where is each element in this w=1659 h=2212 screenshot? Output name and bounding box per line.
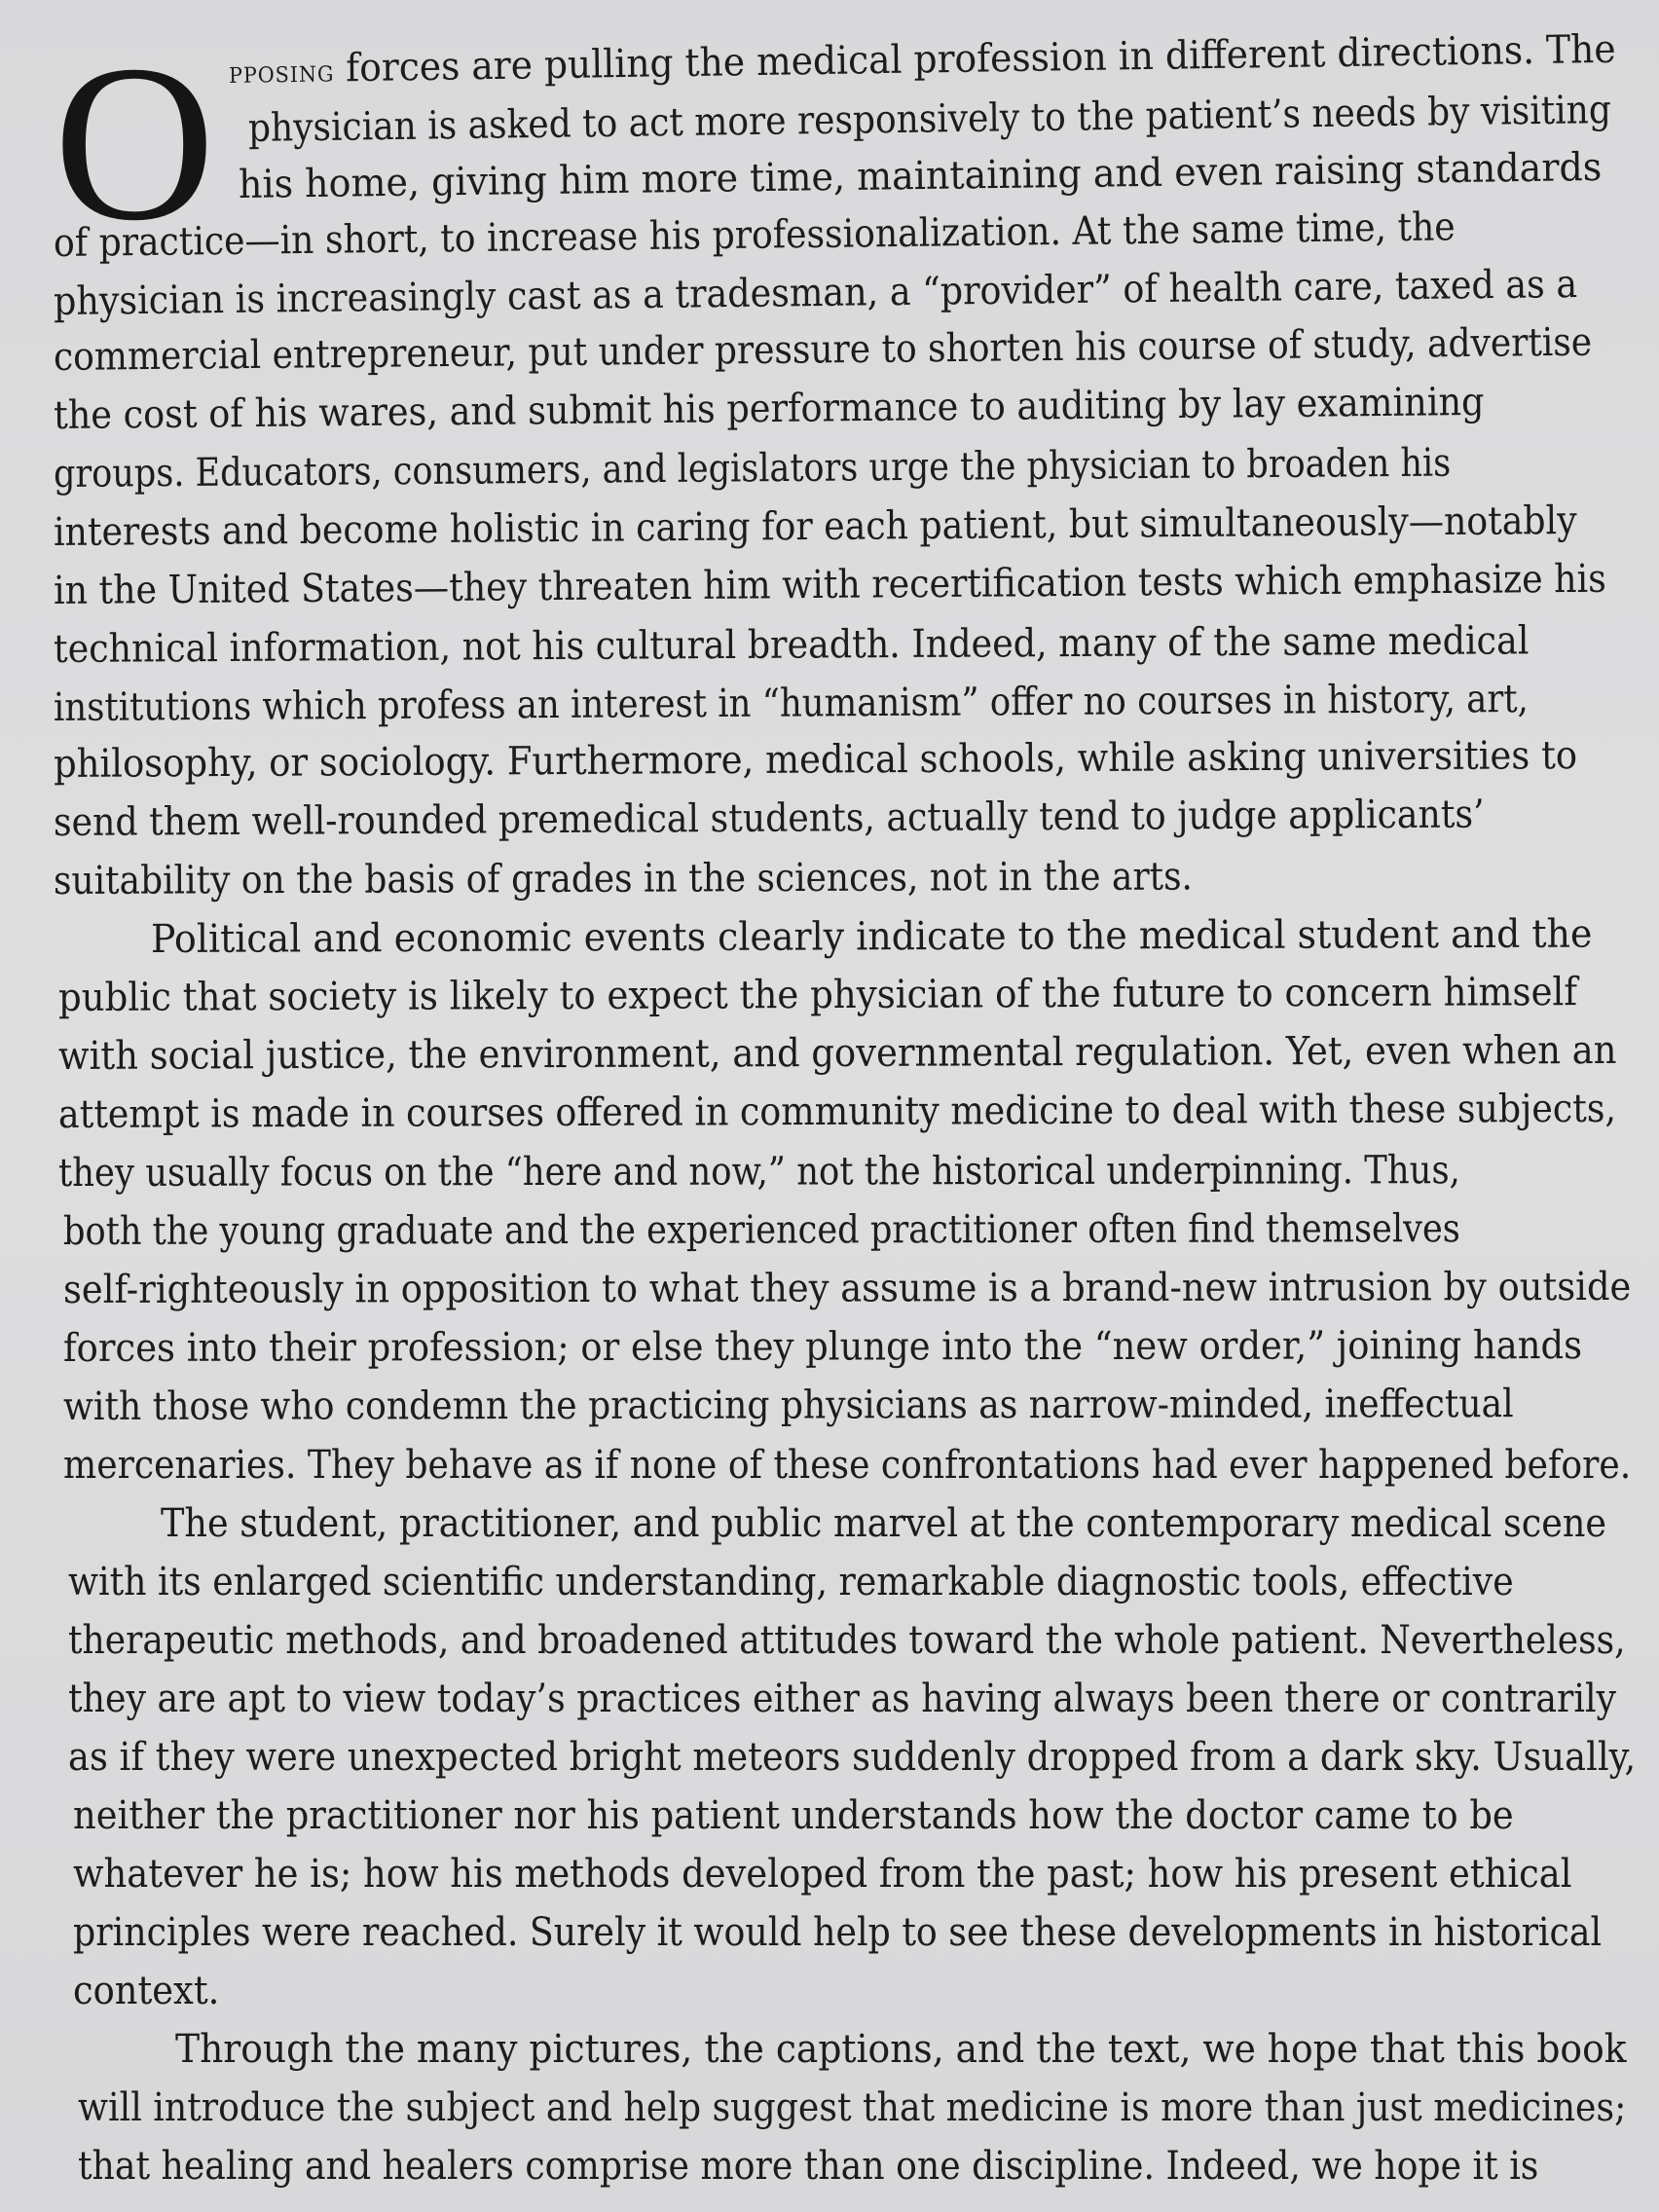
line-text: commercial entrepreneur, put under pressure to shorten his course of study, advertise bbox=[53, 319, 1593, 380]
line-text: as if they were unexpected bright meteors suddenly dropped from a dark sky. Usually, bbox=[68, 1735, 1637, 1780]
small-caps-text: pposing bbox=[228, 52, 335, 91]
line-text: physician is increasingly cast as a tradesman, a “provider” of health care, taxed as a bbox=[53, 262, 1578, 324]
text-line bbox=[54, 847, 1193, 910]
text-line bbox=[63, 1316, 1582, 1378]
book-page bbox=[53, 18, 1637, 2202]
text-line bbox=[73, 1962, 219, 2020]
text-line bbox=[58, 1080, 1616, 1144]
line-text: physician is asked to act more responsively to the patient’s needs by visiting bbox=[247, 87, 1612, 151]
line-text: Through the many pictures, the captions, and the text, we hope that this book bbox=[175, 2027, 1627, 2072]
line-text: principles were reached. Surely it would help to see these developments in historical bbox=[73, 1910, 1603, 1955]
drop-cap: O bbox=[54, 18, 216, 267]
text-line bbox=[78, 2137, 1538, 2195]
line-text: mercenaries. They behave as if none of these confrontations had ever happened before. bbox=[63, 1443, 1632, 1488]
line-text: his home, giving him more time, maintaining and even raising standards bbox=[238, 144, 1603, 207]
line-text: The student, practitioner, and public marvel at the contemporary medical scene bbox=[161, 1501, 1607, 1546]
line-text: context. bbox=[73, 1969, 220, 2013]
text-line bbox=[63, 1199, 1460, 1261]
text-line bbox=[151, 905, 1593, 969]
line-text: the cost of his wares, and submit his performance to auditing by lay examining bbox=[53, 379, 1485, 438]
text-line bbox=[54, 373, 1485, 445]
line-text: will introduce the subject and help suggest that medicine is more than just medicines; bbox=[78, 2085, 1627, 2130]
text-line bbox=[78, 2079, 1626, 2137]
text-line bbox=[54, 670, 1529, 737]
text-line bbox=[73, 1845, 1572, 1903]
text-line bbox=[63, 1436, 1631, 1494]
line-text: technical information, not his cultural breadth. Indeed, many of the same medical bbox=[53, 618, 1530, 672]
line-text: interests and become holistic in caring for each patient, but simultaneously—notably bbox=[53, 498, 1577, 555]
line-text: of practice—in short, to increase his professionalization. At the same time, the bbox=[53, 204, 1456, 266]
line-text: self-righteously in opposition to what they assume is a brand-new intrusion by outside bbox=[62, 1264, 1632, 1312]
line-text: with its enlarged scientific understanding, remarkable diagnostic tools, effective bbox=[68, 1560, 1514, 1604]
text-line bbox=[63, 1375, 1514, 1436]
line-text: that healing and healers comprise more than one discipline. Indeed, we hope it is bbox=[78, 2144, 1539, 2189]
line-text: Political and economic events clearly indicate to the medical student and the bbox=[150, 911, 1593, 962]
line-text: neither the practitioner nor his patient understands how the doctor came to be bbox=[73, 1793, 1514, 1838]
line-text: with those who condemn the practicing physicians as narrow-minded, ineffectual bbox=[62, 1382, 1514, 1429]
text-line bbox=[58, 1021, 1617, 1086]
text-line bbox=[54, 611, 1530, 679]
line-text: groups. Educators, consumers, and legislators urge the physician to broaden his bbox=[53, 440, 1452, 497]
text-line bbox=[54, 726, 1577, 793]
text-line bbox=[68, 1728, 1636, 1787]
text-line bbox=[68, 1611, 1626, 1670]
text-line bbox=[54, 550, 1606, 620]
text-line bbox=[63, 1258, 1631, 1319]
line-text: with social justice, the environment, and governmental regulation. Yet, even when an bbox=[57, 1027, 1617, 1079]
line-text: public that society is likely to expect the physician of the future to concern himself bbox=[57, 970, 1578, 1020]
line-text: they usually focus on the “here and now,” not the historical underpinning. Thus, bbox=[57, 1148, 1460, 1196]
text-line bbox=[58, 1141, 1460, 1202]
text-line bbox=[73, 1787, 1514, 1845]
line-text: whatever he is; how his methods developed from the past; how his present ethical bbox=[73, 1852, 1572, 1897]
line-text: therapeutic methods, and broadened attitudes toward the whole patient. Nevertheless, bbox=[68, 1618, 1626, 1663]
line-text: both the young graduate and the experienced practitioner often find themselves bbox=[62, 1206, 1460, 1254]
text-line bbox=[161, 1494, 1606, 1553]
line-text: in the United States—they threaten him with recertification tests which emphasize his bbox=[53, 556, 1606, 613]
line-text: attempt is made in courses offered in community medicine to deal with these subjects, bbox=[57, 1086, 1617, 1137]
line-text: philosophy, or sociology. Furthermore, medical schools, while asking universities to bbox=[53, 733, 1578, 787]
text-line bbox=[58, 963, 1577, 1027]
line-text: they are apt to view today’s practices either as having always been there or contrarily bbox=[68, 1677, 1617, 1721]
line-text: institutions which profess an interest in “humanism” offer no courses in history, art, bbox=[53, 677, 1529, 730]
line-text: suitability on the basis of grades in the sciences, not in the arts. bbox=[53, 854, 1194, 903]
line-text: forces into their profession; or else they plunge into the “new order,” joining hands bbox=[62, 1323, 1583, 1371]
line-text: send them well-rounded premedical students, actually tend to judge applicants’ bbox=[53, 792, 1485, 845]
text-line bbox=[68, 1553, 1514, 1611]
text-line bbox=[175, 2020, 1626, 2079]
text-line bbox=[54, 434, 1452, 503]
text-line bbox=[68, 1670, 1616, 1728]
text-line bbox=[73, 1903, 1602, 1962]
text-line bbox=[54, 786, 1485, 852]
line-text: forces are pulling the medical profession in different directions. The bbox=[334, 26, 1616, 92]
